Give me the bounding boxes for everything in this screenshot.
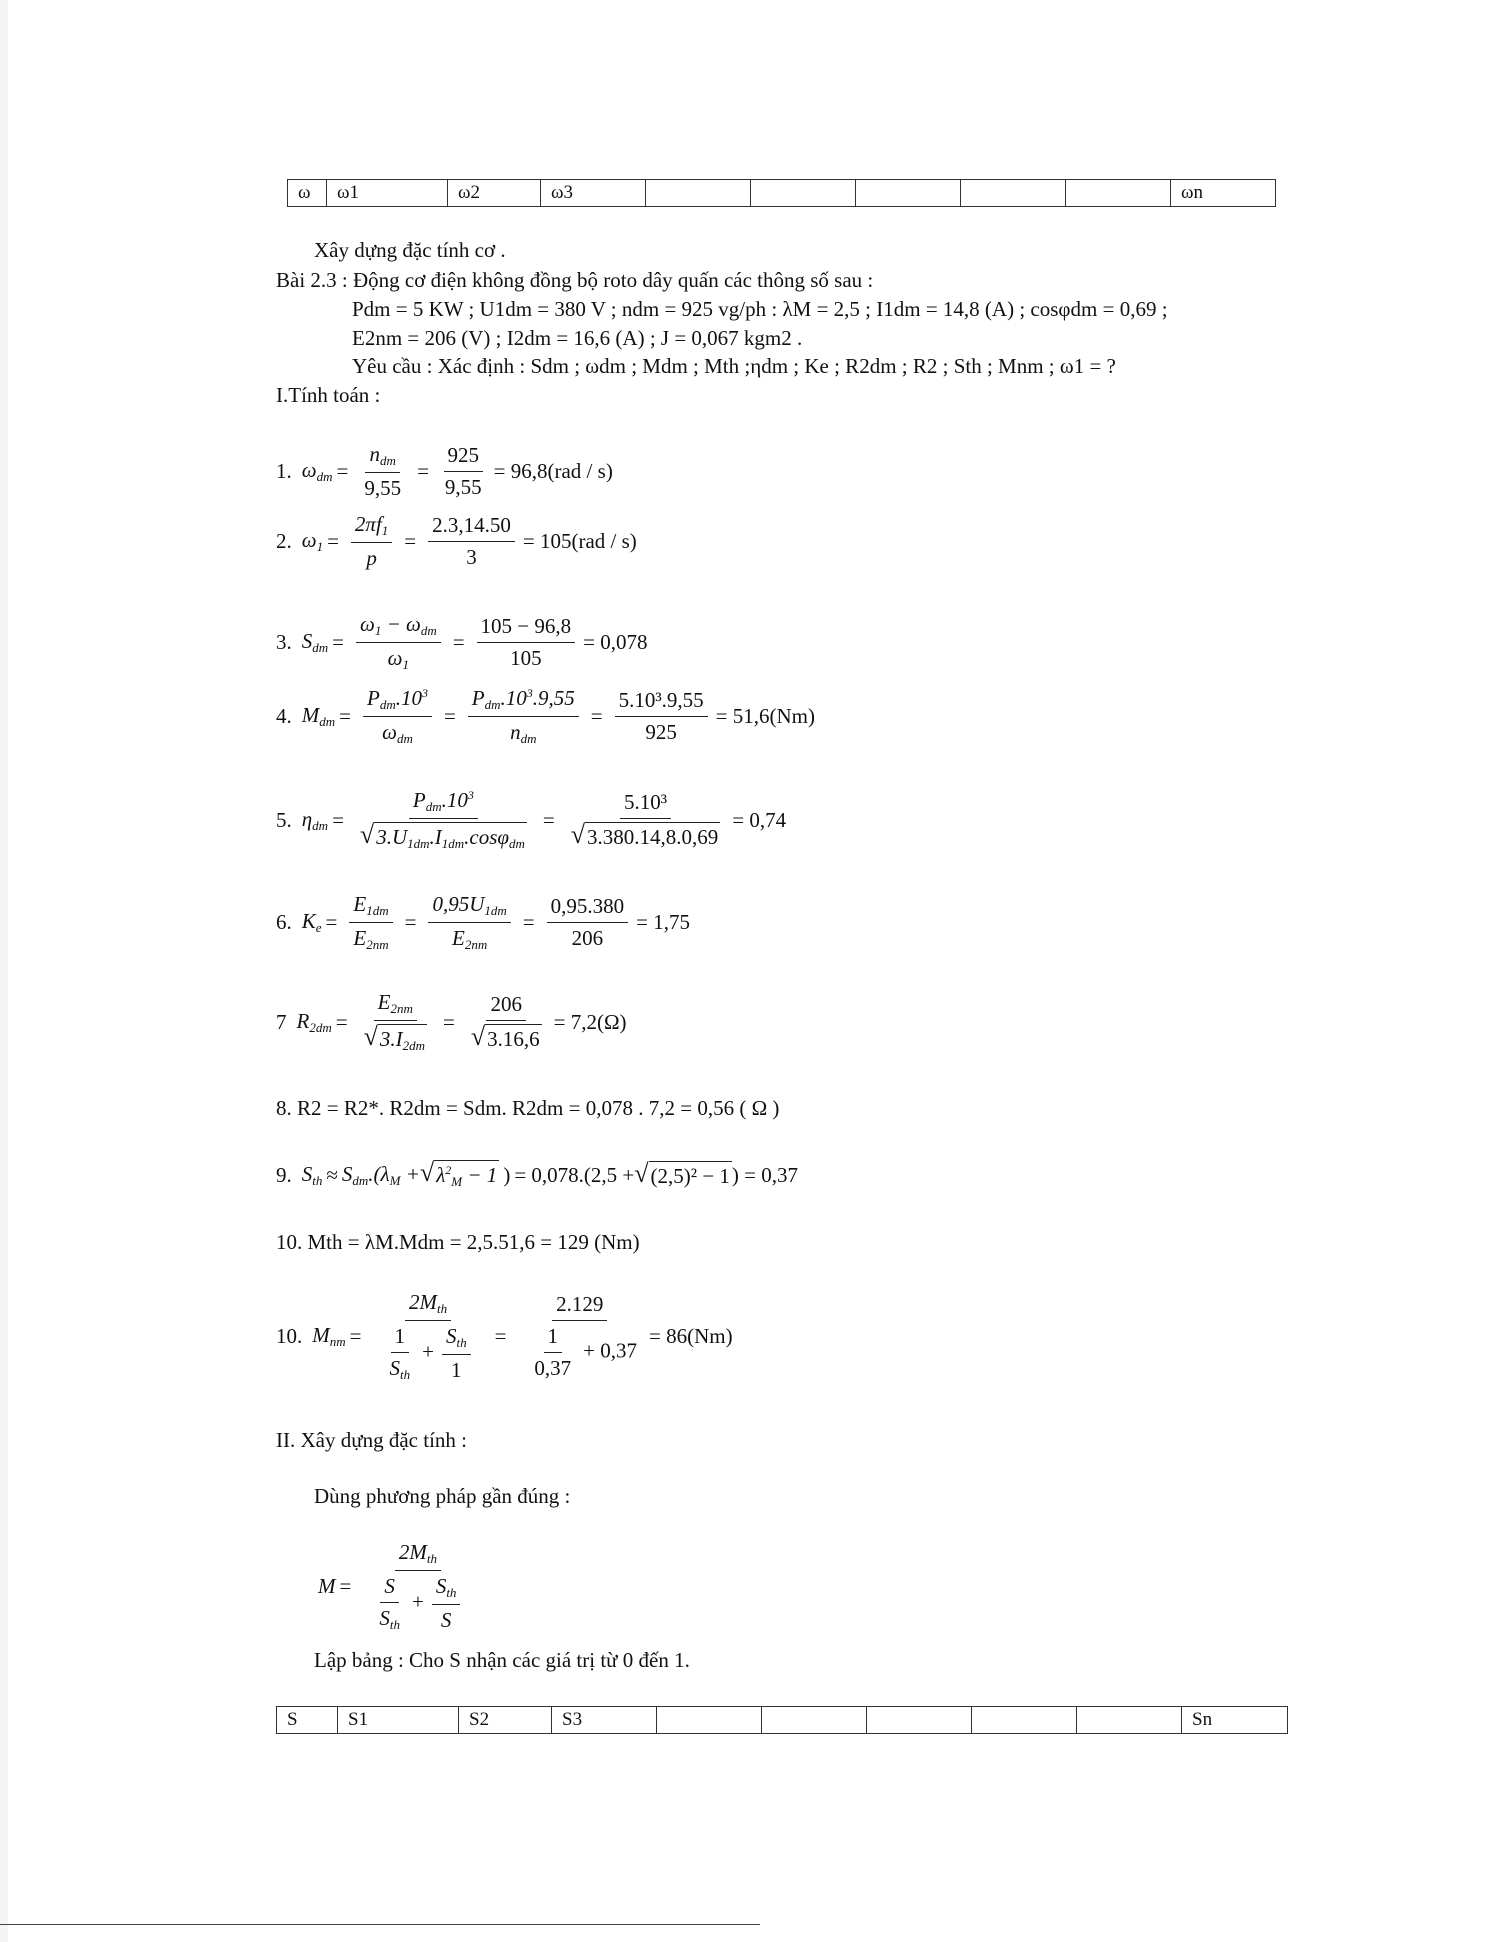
equation-3: 3. $S_{dm}$ = $\frac{\omega_1 - \omega_{dm}}{\omega_1}$ = $\frac{105 - 96,8}{105}$ = 0,078 [276, 612, 648, 672]
table-cell [751, 180, 856, 207]
table-instruction: Lập bảng : Cho S nhận các giá trị từ 0 đến 1. [314, 1648, 690, 1672]
table-cell [657, 1707, 762, 1734]
s-table [276, 1706, 1288, 1734]
eq-denominator: 105 [510, 646, 542, 670]
equation-5: 5. $\eta_{dm}$ = $P_{dm}.10^3$ √ $3.U_{1dm}.I_{1dm}.\cos\varphi_{dm}$ = 5.10³ √ 3.380.14,8.0,69 = 0,74 [276, 788, 787, 851]
table-row [277, 1707, 1288, 1734]
table-row [288, 180, 1276, 207]
eq-number: 2. [276, 529, 292, 553]
section-ii-heading: II. Xây dựng đặc tính : [276, 1428, 467, 1452]
table-cell: S3 [552, 1707, 657, 1734]
eq-denominator: 3.16,6 [485, 1024, 542, 1052]
table-cell: ω1 [327, 180, 448, 207]
eq-result: = 0,078 [583, 630, 648, 654]
equation-9: 9. $S_{th}$ ≈ $S_{dm}.(\lambda_M$ + √ $\lambda^2_M - 1$ ) = 0,078.(2,5 + √ (2,5)² − 1 ) = 0,37 [276, 1158, 799, 1189]
table-cell: S1 [338, 1707, 459, 1734]
eq-denominator: 206 [571, 926, 604, 950]
equation-11: 10. $M_{nm}$ = $2M_{th}$ $\frac{1}{S_{th}}$ + $\frac{S_{th}}{1}$ = 2.129 $\frac{1}{0,37}$ + 0,37 = 86(Nm) [276, 1290, 733, 1382]
general-formula: M = $2M_{th}$ $\frac{S}{S_{th}}$ + $\frac{S_{th}}{S}$ [318, 1540, 480, 1633]
eq-number: 1. [276, 459, 292, 483]
table-cell [961, 180, 1066, 207]
table-cell [867, 1707, 972, 1734]
eq-numerator: 5.10³.9,55 [615, 688, 708, 717]
eq-term: + 0,37 [583, 1338, 638, 1363]
table-cell: ωn [1171, 180, 1276, 207]
eq-denominator: 3.380.14,8.0,69 [585, 822, 720, 850]
eq-result: = 51,6(Nm) [715, 704, 815, 728]
eq-one: 1 [544, 1324, 563, 1353]
table-cell: ω [288, 180, 327, 207]
table-cell: S2 [459, 1707, 552, 1734]
equation-7: 7 $R_{2dm}$ = $E_{2nm}$ √ $3.I_{2dm}$ = 206 √ 3.16,6 = 7,2(Ω) [276, 990, 627, 1053]
params-line-2: E2nm = 206 (V) ; I2dm = 16,6 (A) ; J = 0,067 kgm2 . [352, 326, 803, 350]
eq-numerator: 2.129 [552, 1292, 607, 1321]
exercise-title: Bài 2.3 : Động cơ điện không đồng bộ roto dây quấn các thông số sau : [276, 268, 874, 292]
eq-denominator: 9,55 [364, 476, 402, 500]
table-cell: S [277, 1707, 338, 1734]
eq-number: 4. [276, 704, 292, 728]
table-cell [1077, 1707, 1182, 1734]
table-cell [762, 1707, 867, 1734]
requirements-line: Yêu cầu : Xác định : Sdm ; ωdm ; Mdm ; Mth ;ηdm ; Ke ; R2dm ; R2 ; Sth ; Mnm ; ω1 = ? [352, 354, 1116, 378]
eq-numerator: 2.3,14.50 [428, 513, 515, 542]
table-cell [856, 180, 961, 207]
table-cell: ω3 [541, 180, 646, 207]
heading-xay-dung: Xây dựng đặc tính cơ . [314, 238, 506, 262]
equation-4: 4. $M_{dm}$ = $\frac{P_{dm}.10^3}{\omega_{dm}}$ = $\frac{P_{dm}.10^3.9,55}{n_{dm}}$ = $\frac{\text{5.10³.9,55}}{925}$ = 51,6(Nm) [276, 686, 815, 746]
eq-numerator: 0,95.380 [547, 894, 629, 923]
table-cell: ω2 [448, 180, 541, 207]
eq-numerator: 5.10³ [620, 790, 671, 819]
equation-8: 8. R2 = R2*. R2dm = Sdm. R2dm = 0,078 . 7,2 = 0,56 ( Ω ) [276, 1096, 780, 1120]
eq-result: = 0,74 [732, 807, 787, 832]
eq-result: = 1,75 [636, 910, 690, 934]
eq-denominator: 925 [645, 720, 677, 744]
eq-term: = 0,078.(2,5 + [514, 1162, 635, 1187]
table-cell: Sn [1182, 1707, 1288, 1734]
eq-result: ) = 0,37 [731, 1162, 799, 1187]
eq-number: 5. [276, 807, 292, 832]
eq-number: 7 [276, 1009, 287, 1034]
eq-number: 6. [276, 910, 292, 934]
equation-2: 2. $\omega_1$ = $\frac{2\pi f_1}{p}$ = $\frac{2.3,14.50}{3}$ = 105(rad / s) [276, 512, 637, 570]
table-cell [646, 180, 751, 207]
eq-number: 10. [276, 1324, 303, 1348]
params-line-1: Pdm = 5 KW ; U1dm = 380 V ; ndm = 925 vg/ph : λM = 2,5 ; I1dm = 14,8 (A) ; cosφdm = 0,69 ; [352, 297, 1168, 321]
equation-6: 6. $K_e$ = $\frac{E_{1dm}}{E_{2nm}}$ = $\frac{0,95U_{1dm}}{E_{2nm}}$ = $\frac{0,95.380}{206}$ = 1,75 [276, 892, 690, 952]
eq-number: 9. [276, 1162, 292, 1187]
eq-result: = 105(rad / s) [522, 529, 637, 553]
equation-1: 1. $\omega_{dm}$ = $\frac{n_{dm}}{9,55}$ = $\frac{925}{9,55}$ = 96,8(rad / s) [276, 442, 613, 500]
eq-denominator: 9,55 [444, 475, 482, 499]
footer-rule [0, 1924, 760, 1925]
eq-denominator: 0,37 [534, 1356, 572, 1380]
eq-denominator: 3 [466, 545, 477, 569]
method-line: Dùng phương pháp gần đúng : [314, 1484, 571, 1508]
table-cell [972, 1707, 1077, 1734]
section-i-heading: I.Tính toán : [276, 383, 381, 407]
eq-number: 3. [276, 630, 292, 654]
omega-table [287, 179, 1276, 207]
equation-10: 10. Mth = λM.Mdm = 2,5.51,6 = 129 (Nm) [276, 1230, 640, 1254]
eq-numerator: 206 [486, 992, 526, 1021]
table-cell [1066, 180, 1171, 207]
page-edge [0, 0, 8, 1942]
eq-numerator: 105 − 96,8 [477, 614, 576, 643]
eq-numerator: 925 [444, 443, 484, 472]
eq-result: = 86(Nm) [649, 1324, 733, 1348]
eq-term: (2,5)² − 1 [649, 1161, 732, 1189]
eq-result: = 96,8(rad / s) [493, 459, 613, 483]
eq-result: = 7,2(Ω) [553, 1009, 627, 1034]
